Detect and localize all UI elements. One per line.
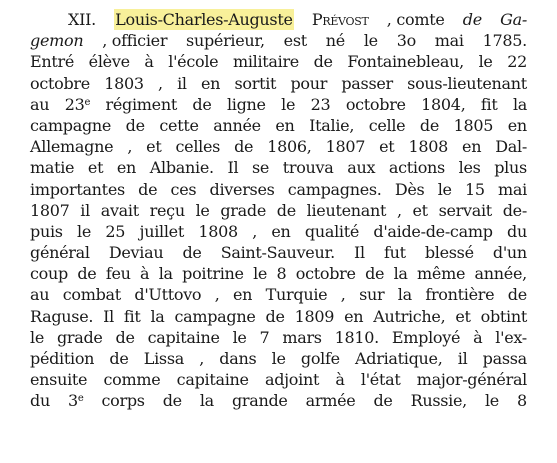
word: campagne: [174, 306, 256, 326]
word: est: [283, 31, 307, 51]
word: de: [77, 264, 97, 284]
word: Albanie.: [149, 158, 214, 178]
word: de: [109, 349, 129, 368]
word: pour: [290, 73, 328, 93]
word: combat: [62, 285, 121, 305]
word: , officier: [102, 31, 168, 51]
word: Dal-: [495, 137, 527, 157]
word: mai: [497, 179, 527, 199]
text-line: [30, 157, 527, 178]
surname: Prévost: [311, 10, 369, 29]
word: ensuite: [30, 370, 88, 390]
word: régiment: [105, 94, 177, 114]
word: le: [437, 179, 452, 199]
word: la: [158, 264, 173, 284]
word: campagne: [30, 115, 112, 135]
word: Turquie: [265, 285, 328, 305]
word: de: [276, 200, 296, 220]
word: actions: [388, 158, 445, 178]
word: comme: [103, 370, 161, 390]
word: 22: [507, 52, 527, 72]
text-line: [30, 94, 527, 115]
word: le: [232, 327, 247, 347]
word: golfe: [300, 349, 340, 368]
word: général: [30, 243, 90, 263]
text-line: [30, 242, 527, 263]
word: ,: [127, 137, 133, 157]
word: 1808: [408, 137, 449, 157]
word: né: [325, 31, 345, 51]
word: en: [462, 137, 482, 157]
word: mai: [434, 31, 464, 51]
word: de: [192, 94, 212, 114]
word: 1803: [104, 73, 144, 93]
word: de: [373, 391, 393, 411]
word: 1807: [325, 137, 366, 157]
word: matie: [30, 158, 75, 178]
word: de: [125, 115, 145, 135]
word: en: [233, 285, 253, 305]
word: en: [201, 73, 221, 93]
word: du: [30, 391, 50, 411]
word: coup: [30, 264, 68, 284]
word: 8: [276, 264, 287, 284]
word: l'école: [168, 52, 219, 72]
text-line: [30, 306, 527, 327]
word: Lissa: [143, 349, 184, 368]
word: le: [484, 391, 499, 411]
word: et: [379, 137, 395, 157]
word: année: [213, 115, 261, 135]
word: l'ex-: [495, 327, 527, 347]
word: Saint-Sauveur.: [220, 243, 335, 263]
word: l'état: [360, 370, 401, 390]
word: passa: [482, 349, 527, 368]
word: sortit: [234, 73, 277, 93]
word: grande: [231, 391, 288, 411]
word: octobre: [30, 73, 90, 93]
word: 8: [516, 391, 527, 411]
word: trouva: [282, 158, 334, 178]
word: 1785.: [482, 31, 527, 51]
word: 1810.: [334, 327, 379, 347]
word: en: [275, 115, 295, 135]
word: sur: [359, 285, 385, 305]
title-place-a: Ga-: [500, 10, 527, 29]
word: de: [419, 115, 440, 135]
word: la: [512, 94, 527, 114]
word: poitrine: [182, 264, 244, 284]
word: blessé: [424, 243, 474, 263]
word: le: [30, 327, 44, 347]
highlighted-name: Louis-Charles-Auguste: [115, 10, 293, 29]
word: 1806,: [267, 137, 312, 157]
word: ,: [158, 73, 163, 93]
word: en: [344, 306, 364, 326]
word: 25: [105, 221, 126, 241]
word: Il: [227, 158, 239, 178]
word: au: [30, 94, 50, 114]
word: Autriche,: [373, 306, 446, 326]
word: pédition: [30, 349, 95, 368]
word: la: [397, 285, 412, 305]
word: au: [30, 285, 50, 305]
word: 3e: [67, 391, 84, 411]
word: aux: [347, 158, 376, 178]
word: ,: [396, 200, 402, 220]
word: 23e: [64, 94, 91, 114]
word: et: [87, 158, 104, 178]
word: fit: [480, 94, 498, 114]
word: élève: [88, 52, 130, 72]
word: de: [162, 391, 182, 411]
word: il: [457, 349, 468, 368]
word: à: [335, 370, 345, 390]
word: ,: [252, 221, 257, 241]
word: le: [253, 264, 268, 284]
word: ,: [214, 285, 220, 305]
word: à: [140, 264, 150, 284]
word: la: [393, 264, 408, 284]
word: Adriatique,: [355, 349, 443, 368]
word: obtint: [480, 306, 527, 326]
title-de: de: [462, 10, 482, 29]
word: Deviau: [108, 243, 164, 263]
word: le: [478, 52, 493, 72]
word: diverses: [209, 179, 275, 199]
word: le: [363, 31, 378, 51]
word: en: [507, 115, 527, 135]
word: supérieur,: [186, 31, 265, 51]
word: major-général: [416, 370, 527, 390]
text-line: [30, 51, 527, 72]
word: passer: [341, 73, 393, 93]
word: armée: [305, 391, 356, 411]
word: Russie,: [410, 391, 467, 411]
text-line: [30, 9, 527, 30]
word: de: [265, 306, 285, 326]
text-line: [30, 179, 527, 200]
word: à: [473, 327, 483, 347]
word: puis: [30, 221, 63, 241]
word: le: [77, 221, 92, 241]
text-line: [30, 115, 527, 136]
text-line: [30, 327, 527, 348]
word: 1807: [30, 200, 70, 220]
word: les: [458, 158, 481, 178]
word: de: [365, 264, 385, 284]
word: qualité: [304, 221, 360, 241]
word: de-: [502, 200, 527, 220]
word: 1809: [294, 306, 335, 326]
word: du: [507, 221, 527, 241]
word: militaire: [232, 52, 299, 72]
title-place-b: gemon: [30, 31, 84, 51]
word: campagnes.: [287, 179, 382, 199]
word: plus: [494, 158, 527, 178]
word: reçu: [149, 200, 185, 220]
word: il: [177, 73, 187, 93]
word: d'aide-de-camp: [373, 221, 493, 241]
word: de: [507, 285, 527, 305]
word: corps: [101, 391, 145, 411]
word: et: [455, 306, 471, 326]
word: mars: [282, 327, 322, 347]
word: Dès: [394, 179, 425, 199]
word: capitaine: [176, 370, 249, 390]
word: octobre: [295, 264, 356, 284]
text-line: [30, 73, 527, 94]
word: fit: [123, 306, 141, 326]
word: le: [195, 200, 210, 220]
text-line: [30, 369, 527, 390]
word: il: [80, 200, 90, 220]
word: cette: [159, 115, 199, 135]
word: frontière: [425, 285, 495, 305]
word: fut: [383, 243, 406, 263]
word: 1804,: [421, 94, 466, 114]
word: et: [412, 200, 428, 220]
word: la: [199, 391, 214, 411]
word: de: [138, 179, 158, 199]
word: 15: [464, 179, 485, 199]
word: même: [417, 264, 466, 284]
entry-number: XII.: [68, 10, 96, 29]
word: ,: [340, 285, 346, 305]
word: avait: [100, 200, 139, 220]
word: de: [234, 137, 254, 157]
word: Employé: [391, 327, 461, 347]
word: dans: [219, 349, 257, 368]
word: en: [116, 158, 137, 178]
word: feu: [105, 264, 131, 284]
word: celles: [175, 137, 221, 157]
word: de: [115, 327, 135, 347]
word: le: [271, 349, 286, 368]
word: le: [281, 94, 296, 114]
word: de: [313, 52, 333, 72]
word: capitaine: [147, 327, 220, 347]
word: d'Uttovo: [134, 285, 202, 305]
text-line: [30, 136, 527, 157]
word: Allemagne: [30, 137, 114, 157]
word: d'un: [492, 243, 527, 263]
word: juillet: [139, 221, 184, 241]
word: adjoint: [264, 370, 320, 390]
word: se: [251, 158, 270, 178]
word: lieutenant: [306, 200, 387, 220]
text-line: [30, 200, 527, 221]
word: grade: [220, 200, 267, 220]
word: celle: [368, 115, 406, 135]
word: et: [146, 137, 162, 157]
word: la: [150, 306, 165, 326]
word: Italie,: [309, 115, 355, 135]
word: ces: [170, 179, 197, 199]
word: 23: [310, 94, 331, 114]
word: de: [182, 243, 202, 263]
word: en: [271, 221, 291, 241]
word: servait: [438, 200, 492, 220]
text-line: [30, 390, 527, 411]
text-line: [30, 263, 527, 284]
word: Fontainebleau,: [347, 52, 464, 72]
word: Raguse.: [30, 306, 94, 326]
word: année,: [474, 264, 527, 284]
word: Il: [103, 306, 114, 326]
text-line: [30, 221, 527, 242]
word: sous-lieutenant: [407, 73, 527, 93]
text-line: [30, 348, 527, 369]
word: octobre: [345, 94, 406, 114]
word: grade: [56, 327, 103, 347]
word: 7: [259, 327, 270, 347]
word: 1805: [453, 115, 494, 135]
word: ligne: [226, 94, 266, 114]
biography-paragraph: [30, 9, 527, 412]
word: 3o: [396, 31, 416, 51]
text-line: [30, 30, 527, 51]
word: Entré: [30, 52, 75, 72]
title-prefix: , comte: [386, 10, 445, 29]
word: Il: [353, 243, 365, 263]
word: ,: [199, 349, 205, 368]
word: à: [144, 52, 154, 72]
word: importantes: [30, 179, 125, 199]
word: 1808: [198, 221, 238, 241]
text-line: [30, 284, 527, 305]
